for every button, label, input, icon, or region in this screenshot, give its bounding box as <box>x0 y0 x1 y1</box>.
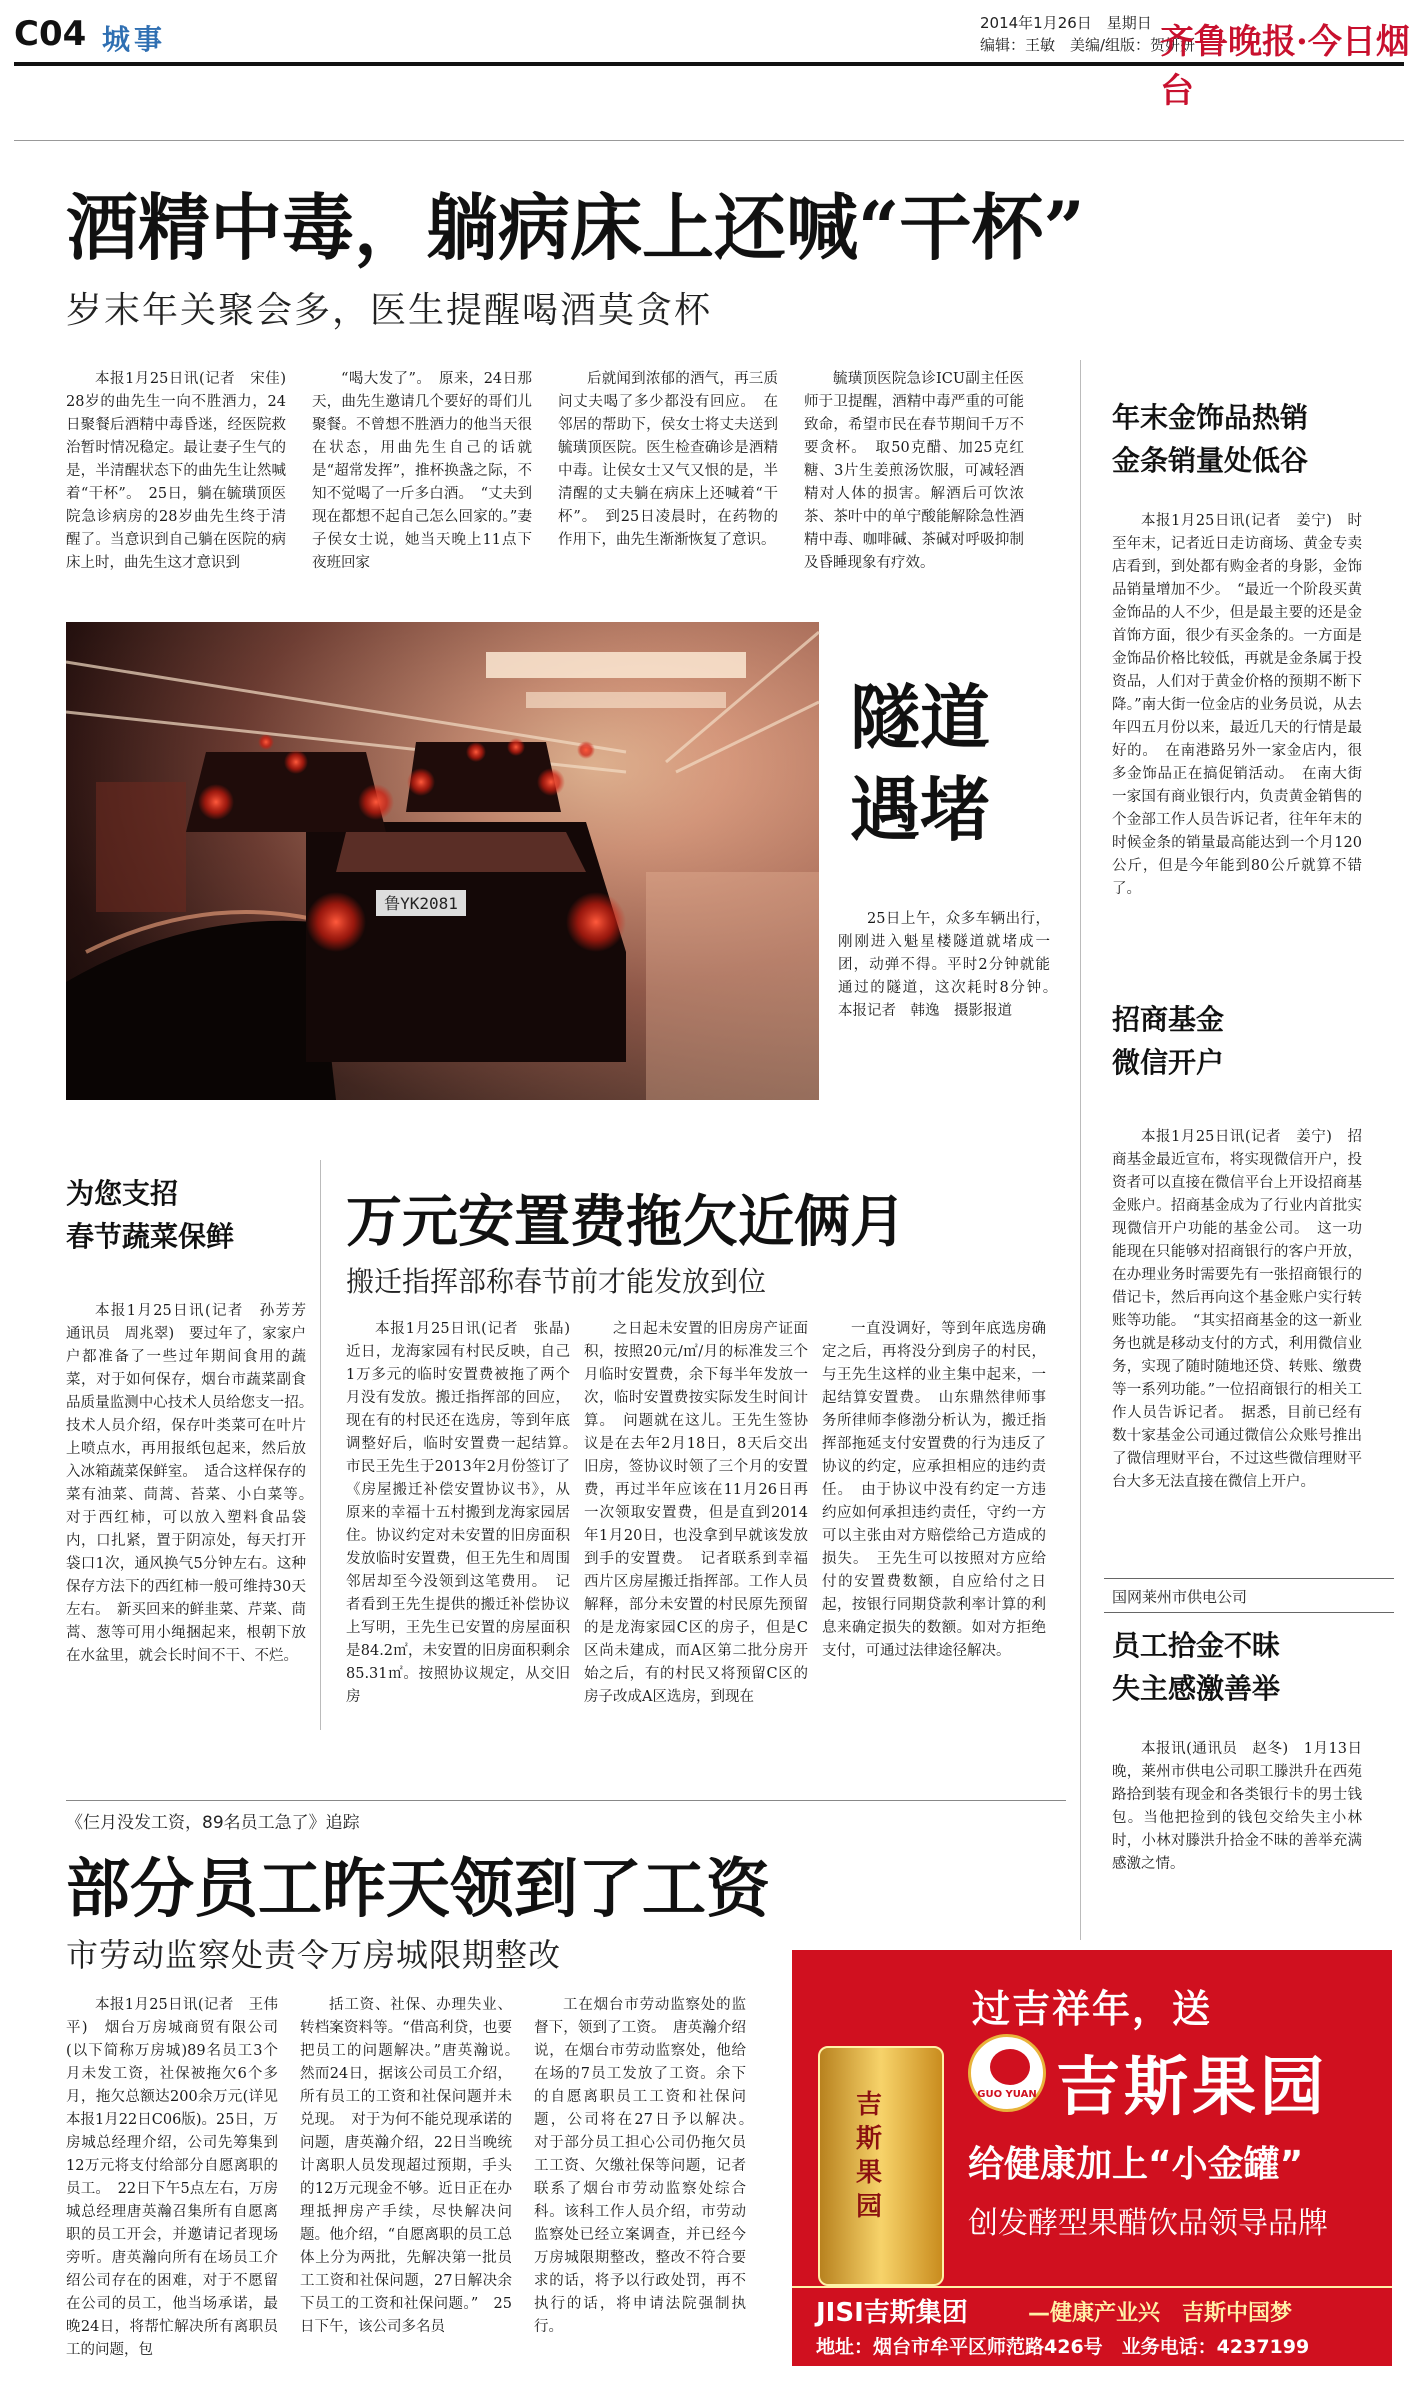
wages-top-rule <box>66 1800 1066 1801</box>
article1-col1: 本报1月25日讯(记者 宋佳) 28岁的曲先生一向不胜酒力，24日聚餐后酒精中毒昏迷，经医院救治暂时情况稳定。最让妻子生气的是，半清醒状态下的曲先生让然喊着“干杯”。 25日，躺在毓璜顶医院急诊病房的28岁曲先生终于清醒了。当意识到自己躺在医院的病床上时，曲先生这才意识到 <box>66 371 301 571</box>
gold-headline-line2: 金条销量处低谷 <box>1112 444 1309 478</box>
ad-logo-text: GUO YUAN <box>977 2089 1037 2100</box>
relocation-col3: 一直没调好，等到年底选房确定之后，再将没分到房子的村民，与王先生这样的业主集中起来，一起结算安置费。 山东鼎然律师事务所律师李修渤分析认为，搬迁指挥部拖延支付安置费的行为违反了协议的约定，应承担相应的违约责任。 由于协议中没有约定一方违约应如何承担违约责任，守约一方可以主张由对方赔偿给己方造成的损失。 王先生可以按照对方应给付的安置费数额，自应给付之日起，按银行同期贷款利率计算的利息来确定损失的数额。如对方拒绝支付，可通过法律途径解决。 <box>822 1321 1046 1659</box>
article1-col2: “喝大发了”。 原来，24日那天，曲先生邀请几个要好的哥们儿聚餐。不曾想不胜酒力的他当天很在状态，用曲先生自己的话就是“超常发挥”，推杯换盏之际，不知不觉喝了一斤多白酒。 “丈夫到现在都想不起自己怎么回家的。”妻子侯女士说，她当天晚上11点下夜班回家 <box>312 371 532 571</box>
fund-body: 本报1月25日讯(记者 姜宁) 招商基金最近宣布，将实现微信开户，投资者可以直接在微信平台上开设招商基金账户。招商基金成为了行业内首批实现微信开户功能的基金公司。 这一功能现在只能够对招商银行的客户开放，在办理业务时需要先有一张招商银行的借记卡，然后再向这个基金账户实行转账等功能。 “其实招商基金的这一新业务也就是移动支付的方式，利用微信业务，实现了随时随地还贷、转账、缴费等一系列功能。”一位招商银行的相关工作人员告诉记者。 据悉，目前已经有数十家基金公司通过微信公众账号推出了微信理财平台，不过这些微信理财平台大多无法直接在微信上开户。 <box>1112 1129 1362 1490</box>
tunnel-photo-art <box>66 622 819 1100</box>
relocation-col2: 之日起未安置的旧房房产证面积，按照20元/㎡/月的标准发三个月临时安置费，余下每半年发放一次，临时安置费按实际发生时间计算。 问题就在这儿。王先生签协议是在去年2月18日，8天后交出旧房，签协议时领了三个月的安置费，再过半年应该在11月26日再一次领取安置费，但是直到2014年1月20日，也没拿到早就该发放到手的安置费。 记者联系到幸福西片区房屋搬迁指挥部。工作人员解释，部分未安置的村民原先预留的是龙海家园C区的房子，但是C区尚未建成，而A区第二批分房开始之后，有的村民又将预留C区的房子改成A区选房，到现在 <box>584 1321 808 1705</box>
veg-body: 本报1月25日讯(记者 孙芳芳 通讯员 周兆翠) 要过年了，家家户户都准备了一些过年期间食用的蔬菜，对于如何保存，烟台市蔬菜副食品质量监测中心技术人员给您支一招。 技术人员介绍，保存叶类菜可在叶片上喷点水，再用报纸包起来，然后放入冰箱蔬菜保鲜室。 适合这样保存的菜有油菜、茼蒿、苔菜、小白菜等。 对于西红柿，可以放入塑料食品袋内，口扎紧，置于阴凉处，每天打开袋口1次，通风换气5分钟左右。这种保存方法下的西红柿一般可维持30天左右。 新买回来的鲜韭菜、芹菜、茼蒿、葱等可用小绳捆起来，根朝下放在水盆里，就会长时间不干、不烂。 <box>66 1303 321 1664</box>
ad-address: 地址：烟台市牟平区师范路426号 业务电话：4237199 <box>816 2336 1310 2358</box>
right-column-rule <box>1080 360 1081 1940</box>
relocation-col1: 本报1月25日讯(记者 张晶) 近日，龙海家园有村民反映，自己1万多元的临时安置费被拖了两个月没有发放。搬迁指挥部的回应，现在有的村民还在选房，等到年底调整好后，临时安置费一起结算。 市民王先生于2013年2月份签订了《房屋搬迁补偿安置协议书》，从原来的幸福十五村搬到龙海家园居住。协议约定对未安置的旧房面积发放临时安置费，但王先生和周围邻居却至今没领到这笔费用。 记者看到王先生提供的搬迁补偿协议上写明，王先生已安置的房屋面积是84.2㎡，未安置的旧房面积剩余85.31㎡。按照协议规定，从交旧房 <box>346 1321 585 1705</box>
fund-headline-line1: 招商基金 <box>1112 1003 1225 1036</box>
advertisement[interactable] <box>792 1950 1392 2366</box>
fund-headline <box>1112 998 1224 1085</box>
tunnel-photo <box>66 622 819 1100</box>
ad-logo-icon <box>968 2034 1046 2112</box>
ad-can-image <box>818 2046 944 2286</box>
wages-kicker: 《仨月没发工资，89名员工急了》追踪 <box>66 1813 360 1833</box>
header-divider <box>14 140 1404 141</box>
gold-headline-line1: 年末金饰品热销 <box>1112 401 1309 434</box>
license-plate-text: 鲁YK2081 <box>384 894 458 913</box>
relocation-subhead: 搬迁指挥部称春节前才能发放到位 <box>346 1265 767 1298</box>
wages-col2: 括工资、社保、办理失业、转档案资料等。“借高利贷，也要把员工的问题解决。”唐英瀚说。 然而24日，据该公司员工介绍，所有员工的工资和社保问题并未兑现。 对于为何不能兑现承诺的问题，唐英瀚介绍，22日当晚统计离职人员发现超过预期，手头的12万元现金不够。近日正在办理抵押房产手续，尽快解决问题。他介绍，“自愿离职的员工总体上分为两批，先解决第一批员工工资和社保问题，27日解决余下员工的工资和社保问题。” 25日下午，该公司多名员 <box>300 1997 527 2335</box>
honest-headline-line2: 失主感激善举 <box>1112 1672 1281 1706</box>
ad-slogan: 过吉祥年，送 <box>971 1987 1212 2031</box>
gold-body: 本报1月25日讯(记者 姜宁) 时至年末，记者近日走访商场、黄金专卖店看到，到处都有购金者的身影，金饰品销量增加不少。 “最近一个阶段买黄金饰品的人不少，但是最主要的还是金首饰方面，很少有买金条的。一方面是金饰品价格比较低，再就是金条属于投资品，人们对于黄金价格的预期不断下降。”南大街一位金店的业务员说，从去年四五月份以来，最近几天的行情是最好的。 在南港路另外一家金店内，很多金饰品正在搞促销活动。 在南大街一家国有商业银行内，负责黄金销售的个金部工作人员告诉记者，往年年末的时候金条的销量最高能达到一个月120公斤，但是今年能到80公斤就算不错了。 <box>1112 513 1362 897</box>
ad-line1: 给健康加上“小金罐” <box>968 2144 1304 2185</box>
veg-headline-line1: 为您支招 <box>66 1177 179 1210</box>
ad-group: JISI吉斯集团 <box>816 2298 968 2328</box>
wages-col1: 本报1月25日讯(记者 王伟平) 烟台万房城商贸有限公司(以下简称万房城)89名员工3个月未发工资，社保被拖欠6个多月，拖欠总额达200余万元(详见本报1月22日C06版)。25日，万房城总经理介绍，公司先筹集到12万元将支付给部分自愿离职的员工。 22日下午5点左右，万房城总经理唐英瀚召集所有自愿离职的员工开会，并邀请记者现场旁听。唐英瀚向所有在场员工介绍公司存在的困难，对于不愿留在公司的员工，他当场承诺，最晚24日，将帮忙解决所有离职员工的问题，包 <box>66 1997 278 2358</box>
brand-logo: 齐鲁晚报·今日烟台 <box>1160 22 1410 111</box>
article1-col4: 毓璜顶医院急诊ICU副主任医师于卫提醒，酒精中毒严重的可能致命，希望市民在春节期间千万不要贪杯。 取50克醋、加25克红糖、3片生姜煎汤饮服，可减轻酒精对人体的损害。解酒后可饮浓茶、茶叶中的单宁酸能解除急性酒精中毒、咖啡碱、茶碱对呼吸抑制及昏睡现象有疗效。 <box>804 371 1024 571</box>
header-rule <box>14 62 1404 66</box>
fund-headline-line2: 微信开户 <box>1112 1046 1225 1080</box>
veg-headline <box>66 1172 234 1259</box>
honest-tag: 国网莱州市供电公司 <box>1112 1588 1248 1606</box>
veg-rule <box>320 1160 321 1730</box>
ad-line2: 创发酵型果醋饮品领导品牌 <box>968 2206 1328 2241</box>
tunnel-title-line2: 遇堵 <box>850 768 990 851</box>
apple-icon <box>990 2049 1030 2085</box>
tunnel-caption: 25日上午，众多车辆出行，刚刚进入魁星楼隧道就堵成一团，动弹不得。平时2分钟就能通过的隧道，这次耗时8分钟。 本报记者 韩逸 摄影报道 <box>838 911 1065 1019</box>
page-number: C04 <box>14 14 87 54</box>
article1-col3: 后就闻到浓郁的酒气，再三质问丈夫喝了多少都没有回应。 在邻居的帮助下，侯女士将丈夫送到毓璜顶医院。医生检查确诊是酒精中毒。让侯女士又气又恨的是，半清醒的丈夫躺在病床上还喊着“干杯”。 到25日凌晨时，在药物的作用下，曲先生渐渐恢复了意识。 <box>558 371 778 548</box>
ad-can-text: 吉斯果园 <box>856 2090 883 2222</box>
tunnel-title-line1: 隧道 <box>850 676 990 759</box>
article1-headline: 酒精中毒，躺病床上还喊“干杯” <box>66 185 1085 270</box>
tunnel-title <box>850 672 990 856</box>
date-line: 2014年1月26日 星期日 <box>980 14 1152 32</box>
gold-headline <box>1112 396 1308 483</box>
honest-headline <box>1112 1624 1280 1711</box>
relocation-headline: 万元安置费拖欠近俩月 <box>346 1190 906 1255</box>
section-name: 城事 <box>102 23 167 56</box>
veg-headline-line2: 春节蔬菜保鲜 <box>66 1220 235 1254</box>
page-header <box>0 0 1417 111</box>
wages-col3: 工在烟台市劳动监察处的监督下，领到了工资。 唐英瀚介绍说，在烟台市劳动监察处，他给在场的7员工发放了工资。余下的自愿离职员工工资和社保问题，公司将在27日予以解决。 对于部分员工担心公司仍拖欠员工工资、欠缴社保等问题，记者联系了烟台市劳动监察处综合科。该科工作人员介绍，市劳动监察处已经立案调查，并已经今万房城限期整改，整改不符合要求的话，将予以行政处罚，再不执行的话，将申请法院强制执行。 <box>534 1997 761 2335</box>
honest-tag-rule <box>1104 1612 1394 1613</box>
honest-body: 本报讯(通讯员 赵冬) 1月13日晚，莱州市供电公司职工滕洪升在西苑路拾到装有现金和各类银行卡的男士钱包。当他把捡到的钱包交给失主小林时，小林对滕洪升拾金不昧的善举充满感激之情。 <box>1112 1741 1362 1872</box>
honest-headline-line1: 员工拾金不昧 <box>1112 1629 1281 1662</box>
ad-brand: 吉斯果园 <box>1056 2051 1328 2125</box>
honest-top-rule <box>1104 1578 1394 1579</box>
wages-headline: 部分员工昨天领到了工资 <box>66 1853 770 1927</box>
ad-motto: —健康产业兴 吉斯中国梦 <box>1028 2301 1293 2326</box>
editor-line: 编辑：王敏 美编/组版：贺妍妍 <box>980 36 1196 54</box>
wages-subhead: 市劳动监察处责令万房城限期整改 <box>66 1936 562 1974</box>
ad-divider <box>792 2286 1392 2288</box>
article1-subhead: 岁末年关聚会多，医生提醒喝酒莫贪杯 <box>66 290 713 331</box>
